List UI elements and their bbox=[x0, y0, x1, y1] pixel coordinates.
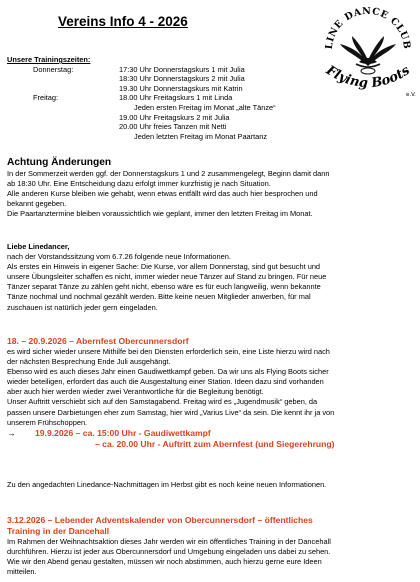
schedule-text: 18.00 Uhr Freitagskurs 1 mit Linda bbox=[119, 93, 233, 103]
adventskalender-section bbox=[7, 515, 415, 577]
letter-line: unsere Übungsleiter schaffen es nicht, immer wieder neue Tänzer auf Stand zu bringen. Für neue bbox=[7, 272, 327, 282]
letter-line: zuschauen ist natürlich jeder gern eingeladen. bbox=[7, 302, 158, 312]
winged-hat-icon bbox=[340, 36, 396, 74]
schedule-text: 20.00 Uhr freies Tanzen mit Netti bbox=[119, 122, 227, 132]
logo-suffix: e.V. bbox=[406, 92, 416, 98]
schedule-row bbox=[7, 122, 327, 132]
changes-section bbox=[7, 157, 415, 219]
schedule-text: Jeden ersten Freitag im Monat „alte Tänze“ bbox=[134, 102, 276, 112]
abernfest-line: aber auch hier werden wieder zwei Verantwortliche für die Begleitung benötigt. bbox=[7, 387, 264, 397]
advent-line: Im Rahmen der Weihnachtsaktion dieses Jahr werden wir ein öffentliches Training in der Dancehall bbox=[7, 537, 331, 546]
schedule-heading: Unsere Trainingszeiten: bbox=[7, 55, 91, 64]
schedule-row bbox=[7, 74, 327, 84]
changes-line: Die Paartanztermine bleiben voraussichtlich wie geplant, immer den letzten Freitag im Monat. bbox=[7, 209, 313, 219]
changes-line: Alle anderen Kurse bleiben wie gehabt, wenn etwas entfällt wird das auch hier besprochen und bbox=[7, 189, 318, 199]
document-title: Vereins Info 4 - 2026 bbox=[58, 14, 188, 29]
changes-line: bekannt gegeben. bbox=[7, 199, 67, 209]
abernfest-line: unserem Frühschoppen. bbox=[7, 417, 88, 427]
advent-line: mitteilen. bbox=[7, 567, 37, 577]
letter-section bbox=[7, 242, 415, 313]
schedule-text: 18:30 Uhr Donnerstagskurs 2 mit Julia bbox=[119, 74, 245, 84]
abernfest-line: der nächsten Besprechung Ende Juli ausgehängt. bbox=[7, 357, 171, 367]
abernfest-line: passen unsere Darbietungen eher zum Samstag, hier wird „Varius Live“ da sein. Die kennt ihr ja von bbox=[7, 407, 335, 417]
schedule-day: Freitag: bbox=[33, 93, 59, 103]
abernfest-date: – ca. 20.00 Uhr - Auftritt zum Abernfest (und Siegerehrung) bbox=[95, 439, 335, 450]
abernfest-section bbox=[7, 336, 415, 451]
letter-line: Als erstes ein Hinweis in eigener Sache: Die Kurse, vor allem Donnerstag, sind gut besucht und bbox=[7, 262, 321, 272]
advent-heading-line1: 3.12.2026 – Lebender Adventskalender von Obercunnersdorf – öffentliches bbox=[7, 515, 313, 525]
schedule-text: Jeden letzten Freitag im Monat Paartanz bbox=[134, 131, 268, 141]
schedule-text: 19.30 Uhr Donnerstagskurs mit Katrin bbox=[119, 83, 243, 93]
abernfest-date-row bbox=[7, 439, 415, 451]
schedule-row bbox=[7, 113, 327, 123]
letter-line: Tänzer separat Tänze zu zählen geht nicht, ebenso wäre es für euch langweilig, wenn bekannte bbox=[7, 282, 321, 292]
logo-bottom-text: Flying Boots bbox=[323, 63, 413, 92]
logo-top-text: LINE DANCE CLUB bbox=[323, 5, 413, 50]
schedule-row bbox=[7, 103, 327, 113]
advent-heading-line2: Training in der Dancehall bbox=[7, 526, 110, 536]
letter-line: nach der Vorstandssitzung vom 6.7.26 folgende neue Informationen. bbox=[7, 252, 231, 262]
schedule-text: 17:30 Uhr Donnerstagskurs 1 mit Julia bbox=[119, 64, 245, 74]
abernfest-line: Unser Auftritt verschiebt sich auf den Samstagabend. Freitag wird es „Jugendmusik“ geben, da bbox=[7, 397, 318, 407]
schedule-row bbox=[7, 84, 327, 94]
abernfest-line: wieder beteiligen, erfordert das auch die Ausgestaltung einer Station. Ideen dazu sind vorhanden bbox=[7, 377, 324, 387]
abernfest-date: 19.9.2026 – ca. 15:00 Uhr - Gaudiwettkampf bbox=[35, 427, 211, 438]
letter-greeting: Liebe Linedancer, bbox=[7, 242, 70, 251]
schedule-row bbox=[7, 65, 327, 75]
svg-text:LINE DANCE CLUB bbox=[324, 6, 412, 50]
changes-line: In der Sommerzeit werden ggf. der Donnerstagskurs 1 und 2 zusammengelegt, Beginn damit dann bbox=[7, 169, 330, 178]
schedule-row bbox=[7, 93, 327, 103]
note-section bbox=[7, 480, 415, 490]
training-schedule bbox=[7, 55, 327, 141]
schedule-row bbox=[7, 132, 327, 142]
abernfest-date-row bbox=[7, 428, 415, 440]
note-text: Zu den angedachten Linedance-Nachmittagen im Herbst gibt es noch keine neuen Informationen. bbox=[7, 480, 327, 489]
changes-heading: Achtung Änderungen bbox=[7, 157, 112, 168]
right-arrow-icon: → bbox=[7, 427, 16, 438]
advent-line: durchführen. Hierzu ist jeder aus Obercunnersdorf und Umgebung eingeladen uns dabei zu sehen. bbox=[7, 547, 331, 557]
abernfest-line: es wird sicher wieder unsere Mithilfe bei den Diensten erforderlich sein, eine Liste hierzu wird nach bbox=[7, 347, 330, 356]
abernfest-heading: 18. – 20.9.2026 – Abernfest Obercunnersdorf bbox=[7, 336, 189, 346]
advent-line: Wie wir den Abend genau gestalten, müssen wir noch abstimmen, auch hierzu gerne eure Ideen bbox=[7, 557, 322, 567]
abernfest-line: Ebenso wird es auch dieses Jahr einen Gaudiwettkampf geben. Da wir uns als Flying Boots sicher bbox=[7, 367, 329, 377]
letter-line: Tänze nochmal und nochmal gezählt werden. Bitte keine neuen Mitglieder anwerben, für mal bbox=[7, 292, 311, 302]
line-dance-club-logo bbox=[318, 4, 418, 108]
changes-line: ab 18:30 Uhr. Eine Entscheidung dazu erfolgt immer kurzfristig je nach Situation. bbox=[7, 179, 271, 189]
schedule-day: Donnerstag: bbox=[33, 64, 74, 74]
schedule-text: 19.00 Uhr Freitagskurs 2 mit Julia bbox=[119, 112, 230, 122]
